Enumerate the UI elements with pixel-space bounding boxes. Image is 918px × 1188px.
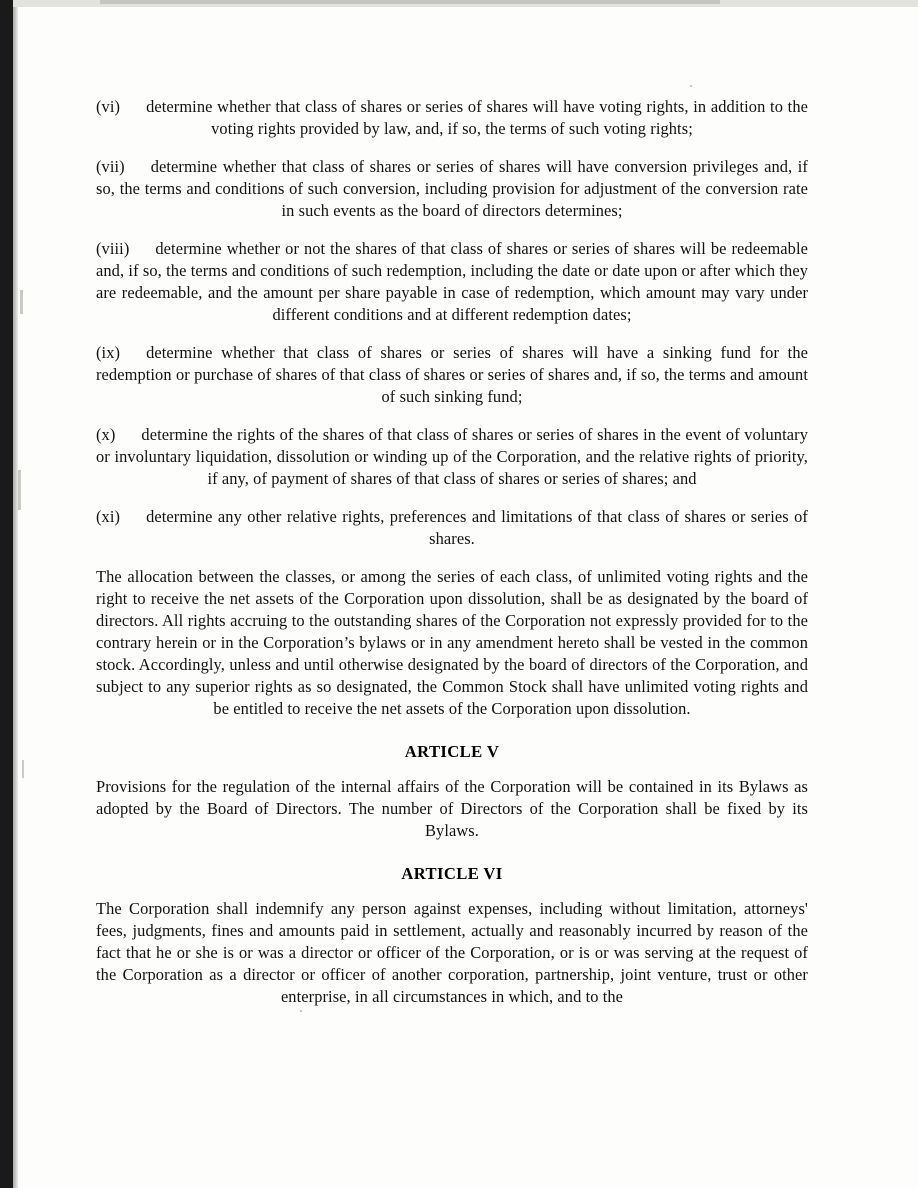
scan-speck <box>22 760 24 778</box>
list-item-text: determine any other relative rights, preferences and limitations of that class of shares or series of shares. <box>146 507 808 548</box>
list-item-marker: (x) <box>96 425 116 444</box>
list-item <box>96 96 808 140</box>
list-item-text: determine the rights of the shares of that class of shares or series of shares in the event of voluntary or involuntary liquidation, dissolution or winding up of the Corporation, and the relative rights of priority, if any, of payment of shares of that class of shares or series of shares; and <box>96 425 808 488</box>
list-item-marker: (xi) <box>96 507 121 526</box>
list-item-marker: (vi) <box>96 97 121 116</box>
scan-top-edge-band <box>100 0 720 4</box>
heading-article-v: ARTICLE V <box>404 742 500 761</box>
list-item-marker: (ix) <box>96 343 121 362</box>
paragraph-article-vi-body: The Corporation shall indemnify any person against expenses, including without limitation, attorneys' fees, judgments, fines and amounts paid in settlement, actually and reasonably incurred by reason of the fact that he or she is or was a director or officer of the Corporation, or is or was serving at the request of the Corporation as a director or officer of another corporation, partnership, joint venture, trust or other enterprise, in all circumstances in which, and to the <box>96 899 808 1006</box>
list-item-marker: (vii) <box>96 157 125 176</box>
list-item-text: determine whether that class of shares or series of shares will have voting rights, in addition to the voting rights provided by law, and, if so, the terms of such voting rights; <box>146 97 808 138</box>
list-item <box>96 156 808 222</box>
scan-left-gutter-gradient <box>13 0 18 1188</box>
list-item <box>96 506 808 550</box>
list-item-text: determine whether that class of shares or series of shares will have a sinking fund for the redemption or purchase of shares of that class of shares or series of shares and, if so, the terms and amount of such sinking fund; <box>96 343 808 406</box>
paragraph-article-v-body: Provisions for the regulation of the internal affairs of the Corporation will be contained in its Bylaws as adopted by the Board of Directors. The number of Directors of the Corporation shall be fixed by its Bylaws. <box>96 777 808 840</box>
list-item <box>96 342 808 408</box>
paragraph-allocation: The allocation between the classes, or among the series of each class, of unlimited voting rights and the right to receive the net assets of the Corporation upon dissolution, shall be as designated by the board of directors. All rights accruing to the outstanding shares of the Corporation not expressly provided for to the contrary herein or in the Corporation’s bylaws or in any amendment hereto shall be vested in the common stock. Accordingly, unless and until otherwise designated by the board of directors of the Corporation, and subject to any superior rights as so designated, the Common Stock shall have unlimited voting rights and be entitled to receive the net assets of the Corporation upon dissolution. <box>96 567 808 718</box>
heading-article-vi: ARTICLE VI <box>401 864 503 883</box>
list-item-marker: (viii) <box>96 239 130 258</box>
list-item <box>96 238 808 326</box>
scan-speck <box>690 85 692 87</box>
list-item <box>96 424 808 490</box>
scan-left-gutter-shadow <box>0 0 13 1188</box>
scan-speck <box>20 290 23 314</box>
list-item-text: determine whether or not the shares of that class of shares or series of shares will be redeemable and, if so, the terms and conditions of such redemption, including the date or date upon or after which they are redeemable, and the amount per share payable in case of redemption, which amount may vary under different conditions and at different redemption dates; <box>96 239 808 324</box>
document-text-column <box>96 96 808 1024</box>
scan-speck <box>18 470 21 510</box>
list-item-text: determine whether that class of shares or series of shares will have conversion privileges and, if so, the terms and conditions of such conversion, including provision for adjustment of the conversion rate in such events as the board of directors determines; <box>96 157 808 220</box>
